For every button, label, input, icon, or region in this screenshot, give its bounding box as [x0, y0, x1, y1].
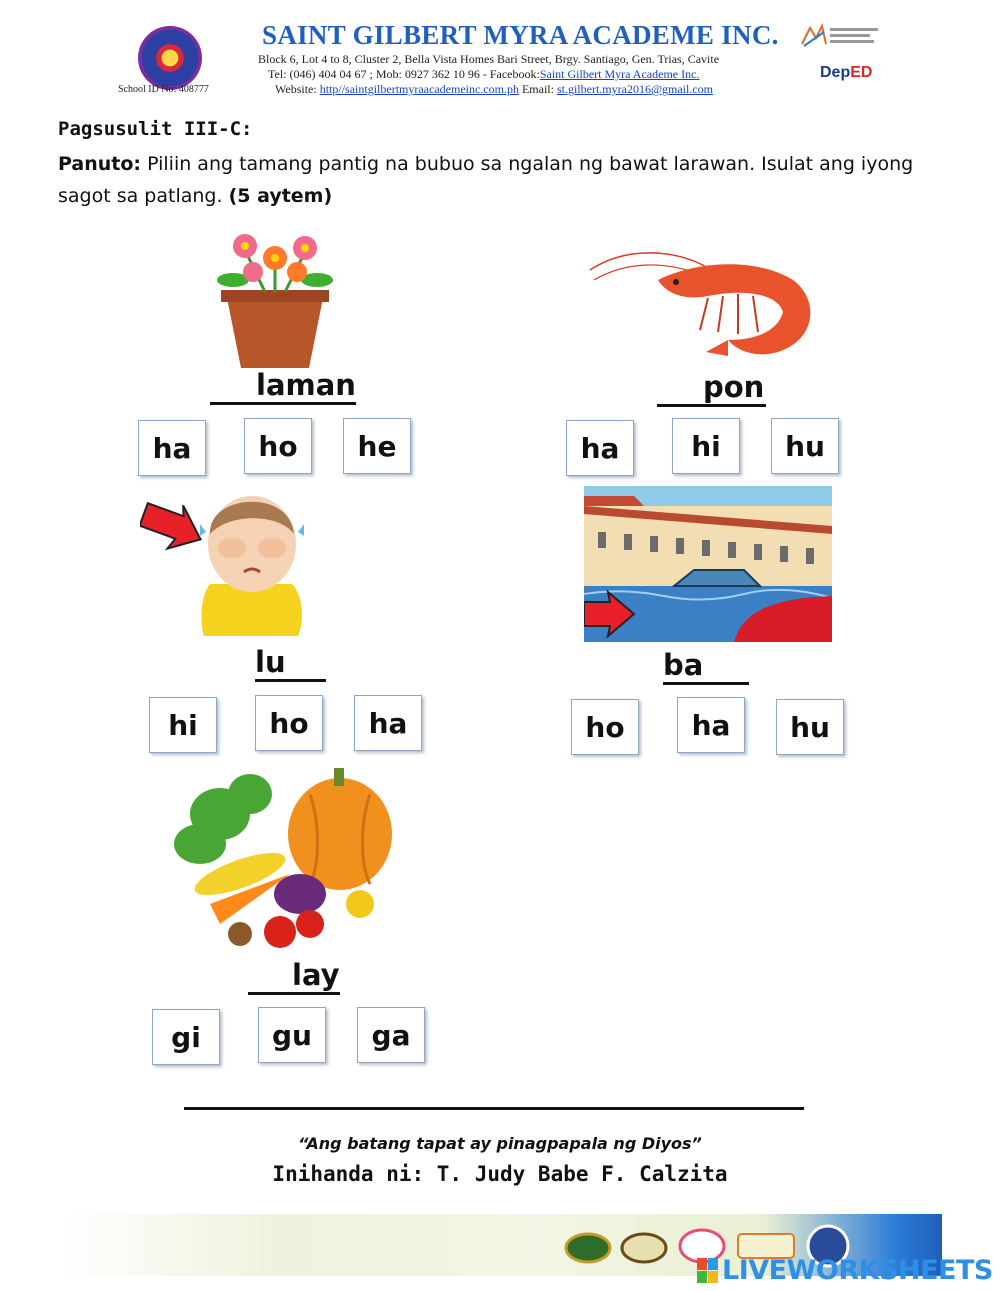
item-count: (5 aytem) [228, 185, 333, 207]
montessori-logo [798, 22, 882, 50]
choice-2-hi[interactable]: hi [672, 418, 740, 474]
deped-logo [820, 64, 872, 82]
deped-logo-dep: Dep [820, 64, 851, 81]
school-address: Block 6, Lot 4 to 8, Cluster 2, Bella Vista Homes Bari Street, Brgy. Santiago, Gen. Trias, Cavite [258, 52, 720, 66]
instructions-text: Piliin ang tamang pantig na bubuo sa ngalan ng bawat larawan. Isulat ang iyong sagot sa patlang. [58, 153, 914, 207]
motto-quote: “Ang batang tapat ay pinagpapala ng Diyos” [298, 1134, 702, 1153]
instructions-label: Panuto: [58, 153, 142, 175]
choice-2-hu[interactable]: hu [771, 418, 839, 474]
choice-1-he[interactable]: he [343, 418, 411, 474]
choice-4-hu[interactable]: hu [776, 699, 844, 755]
choice-3-ho[interactable]: ho [255, 695, 323, 751]
word-blank-3: lu [255, 645, 326, 682]
website-label: Website: [275, 82, 320, 96]
website-link[interactable]: http//saintgilbertmyraacademeinc.com.ph [319, 82, 519, 96]
choice-3-ha[interactable]: ha [354, 695, 422, 751]
footer-divider [184, 1107, 804, 1110]
choice-5-gu[interactable]: gu [258, 1007, 326, 1063]
flood-picture [584, 486, 832, 642]
school-logo [138, 26, 202, 90]
liveworksheets-logo-icon [697, 1258, 719, 1284]
word-blank-4: ba [663, 648, 749, 685]
choice-4-ho[interactable]: ho [571, 699, 639, 755]
choice-2-ha[interactable]: ha [566, 420, 634, 476]
choice-5-ga[interactable]: ga [357, 1007, 425, 1063]
choice-4-ha[interactable]: ha [677, 697, 745, 753]
school-id: School ID No: 408777 [118, 84, 209, 95]
shrimp-picture [588, 240, 823, 365]
flower-pot-picture [205, 230, 345, 370]
word-blank-2: pon [657, 370, 766, 407]
school-name: SAINT GILBERT MYRA ACADEME INC. [262, 20, 779, 50]
vegetables-picture [170, 764, 410, 954]
email-link[interactable]: st.gilbert.myra2016@gmail.com [556, 82, 713, 96]
word-blank-5: lay [248, 958, 340, 995]
facebook-link[interactable]: Saint Gilbert Myra Academe Inc. [539, 67, 700, 81]
email-label: Email: [518, 82, 557, 96]
choice-3-hi[interactable]: hi [149, 697, 217, 753]
liveworksheets-brand: LIVEWORKSHEETS [722, 1255, 993, 1286]
phone-text: Tel: (046) 404 04 67 ; Mob: 0927 362 10 96 - Facebook: [268, 67, 540, 81]
contact-line [268, 67, 699, 82]
website-line [275, 82, 713, 97]
prepared-by: Inihanda ni: T. Judy Babe F. Calzita [272, 1162, 728, 1186]
instructions [58, 148, 938, 212]
crying-child-picture [140, 484, 365, 639]
choice-1-ho[interactable]: ho [244, 418, 312, 474]
choice-1-ha[interactable]: ha [138, 420, 206, 476]
word-blank-1: laman [210, 368, 356, 405]
choice-5-gi[interactable]: gi [152, 1009, 220, 1065]
quiz-title: Pagsusulit III-C: [58, 118, 253, 140]
deped-logo-ed: ED [850, 64, 873, 81]
